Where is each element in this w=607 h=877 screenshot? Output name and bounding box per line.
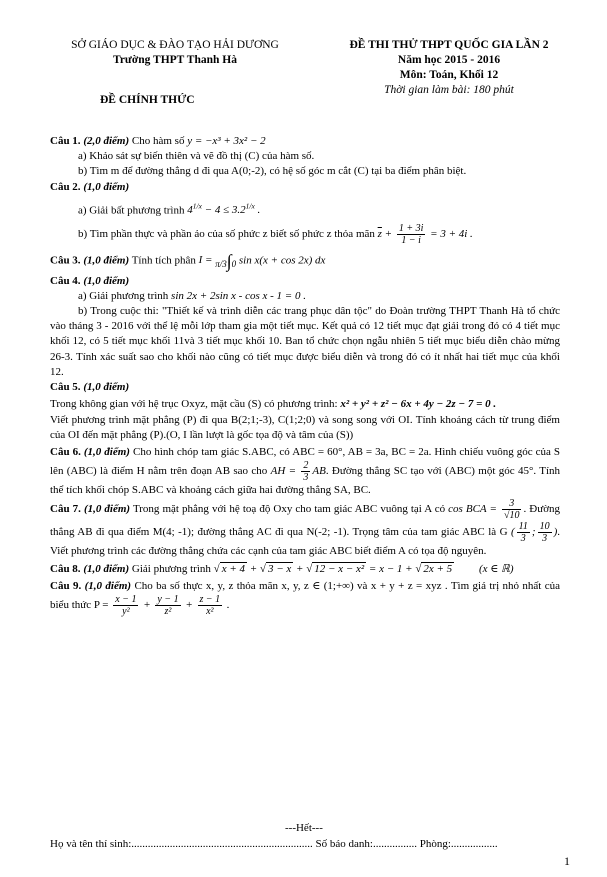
q7-label: Câu 7. (50, 503, 81, 516)
q2-b-equation-rhs: = 3 + 4i . (430, 227, 473, 240)
q1-part-b: b) Tìm m để đường thẳng d đi qua A(0;-2), có hệ số góc m cắt (C) tại ba điểm phân biệt. (78, 165, 467, 178)
q9-label: Câu 9. (50, 579, 82, 592)
q6-part-2: . Đường thẳng SC tạo với (ABC) một góc 45°. Tính thể tích khối chóp S.ABC và khoảng cách giữa hai đường thẳng SA, BC. (50, 465, 561, 497)
q5-line-1 (50, 397, 560, 412)
q4-label: Câu 4. (50, 274, 81, 287)
q7-points: (1,0 điểm) (83, 503, 131, 516)
q6-points: (1,0 điểm) (83, 445, 130, 458)
q1-function: y = −x³ + 3x² − 2 (187, 135, 266, 147)
q4-points: (1,0 điểm) (83, 274, 130, 287)
q2-b-text: b) Tìm phần thực và phần ảo của số phức z biết số phức z thỏa mãn (78, 227, 375, 240)
q2-label: Câu 2. (50, 180, 81, 193)
subject: Môn: Toán, Khối 12 (399, 69, 499, 81)
q3-integrand: sin x(x + cos 2x) dx (238, 254, 326, 267)
q9-part-1: Cho ba số thực x, y, z thỏa mãn x, y, z ∈ (1;+∞) và x + y + z = xyz . Tìm giá trị nhỏ nhất của biểu thức (50, 579, 561, 611)
official-label: ĐỀ CHÍNH THỨC (100, 94, 195, 106)
q4-a-text: a) Giải phương trình (78, 289, 169, 302)
q7-cos: cos BCA = $\frac{3}{√10}$ (448, 498, 520, 522)
q4-a-equation: sin 2x + 2sin x - cos x - 1 = 0 . (171, 289, 306, 302)
q6-ratio: AH = $\frac{2}{3}$ AB (270, 460, 326, 484)
q3-label: Câu 3. (50, 254, 81, 267)
q2-part-b (50, 223, 560, 246)
question-1 (50, 134, 560, 149)
q5-sphere-equation: x² + y² + z² − 6x + 4y − 2z − 7 = 0 . (340, 398, 497, 411)
q1-intro: Cho hàm số (131, 135, 185, 147)
q3-points: (1,0 điểm) (83, 254, 130, 267)
q9-points: (1,0 điểm) (84, 579, 132, 592)
school-name: Trường THPT Thanh Hà (113, 54, 237, 66)
exam-title: ĐỀ THI THỬ THPT QUỐC GIA LẦN 2 (349, 39, 549, 51)
q1-points: (2,0 điểm) (83, 135, 130, 147)
question-4 (50, 274, 560, 289)
q3-text: Tính tích phân (131, 254, 196, 267)
question-5 (50, 380, 560, 395)
q7-part-1: Trong mặt phẳng với hệ toạ độ Oxy cho tam giác ABC vuông tại A có (132, 503, 446, 516)
header-right (318, 38, 580, 98)
q7-part-3: . Viết phương trình các đường thẳng chứa các cạnh của tam giác ABC biết điểm A có tọa độ nguyên. (50, 526, 560, 558)
header-left (40, 38, 310, 68)
q5-intro: Trong không gian với hệ trục Oxyz, mặt cầu (S) có phương trình: (50, 398, 338, 411)
exam-body (50, 134, 560, 617)
q2-a-text: a) Giải bất phương trình (78, 204, 185, 217)
q6-label: Câu 6. (50, 445, 81, 458)
q6-part-1: Cho hình chóp tam giác S.ABC, có ABC = 60°, AB = 3a, BC = 2a. Hình chiếu vuông góc của S lên (ABC) là điểm H nằm trên đoạn AB sao cho (50, 445, 561, 478)
question-2 (50, 180, 560, 195)
q8-points: (1,0 điểm) (83, 562, 130, 575)
q2-a-inequality: $4^{1/x} - 4 \le 3.2^{1/x}$ . (187, 201, 261, 217)
q9-expression: $\frac{x - 1}{\text{y²}}$ + $\frac{y - 1}{\text{z²}}$ + $\frac{z - 1}{\text{x²}}$ . (115, 593, 230, 617)
q4-part-b: b) Trong cuộc thi: "Thiết kế và trình diễn các trang phục dân tộc" do Đoàn trường THPT Thanh Hà tổ chức vào tháng 3 - 2016 với thể lệ mỗi lớp tham gia một tiết mục. Kết quả có 12 tiết mục đạt giải trong đó có 4 tiết mục khối 12, có 5 tiết mục khối 11và 3 tiết mục khối 10. Ban tổ chức chọn ngẫu nhiên 5 tiết mục biểu diễn chào mừng 26-3. Tính xác suất sao cho khối nào cũng có tiết mục được biểu diễn và trong đó có ít nhất hai tiết mục của khối 12. (50, 305, 560, 378)
q9-p-label: P = (93, 598, 109, 611)
q2-b-equation: $\overline{z}$ + $\frac{1 + 3i}{1 - i}$ (377, 222, 424, 246)
school-year: Năm học 2015 - 2016 (397, 54, 501, 66)
question-8 (50, 562, 560, 577)
question-3 (50, 252, 560, 270)
q2-points: (1,0 điểm) (83, 180, 130, 193)
page-number: 1 (564, 854, 570, 868)
q2-part-a (50, 199, 560, 219)
q3-integral: I = π/3∫0 (198, 250, 237, 271)
dept-name: SỞ GIÁO DỤC & ĐÀO TẠO HẢI DƯƠNG (71, 39, 279, 51)
time-limit: Thời gian làm bài: 180 phút (384, 84, 514, 96)
q5-rest: Viết phương trình mặt phẳng (P) đi qua B(2;1;-3), C(1;2;0) và song song với OI. Tính khoảng cách từ trung điểm của OI đến mặt phẳng (P).(O, I lần lượt là gốc tọa độ và tâm của (S)) (50, 413, 560, 441)
q1-label: Câu 1. (50, 135, 81, 147)
q7-centroid: ( $\frac{11}{3}$ ; $\frac{10}{3}$ ) (510, 521, 558, 545)
q8-equation: √ x + 4 + √ 3 − x + √ 12 − x − x² = x − 1 + √ 2x + 5 (213, 562, 453, 575)
q1-part-a: a) Khảo sát sự biến thiên và vẽ đồ thị (C) của hàm số. (78, 150, 315, 163)
end-mark: ---Hết--- (285, 822, 323, 834)
question-7 (50, 498, 560, 559)
candidate-info-line: Họ và tên thí sinh:.................................................................. Số báo danh:................ Phòng:................. (50, 838, 498, 850)
q8-text: Giải phương trình (131, 562, 211, 575)
q4-part-a (50, 289, 560, 304)
q5-points: (1,0 điểm) (83, 381, 130, 394)
question-9 (50, 579, 560, 617)
q7-part-2: . Đường thẳng AB đi qua điểm M(4; -1); đường thẳng AC đi qua N(-2; -1). Trọng tâm của tam giác ABC là G (50, 503, 561, 539)
q5-label: Câu 5. (50, 381, 81, 394)
q8-label: Câu 8. (50, 562, 81, 575)
question-6 (50, 445, 560, 498)
q8-domain: (x ∈ ℝ) (478, 562, 514, 575)
